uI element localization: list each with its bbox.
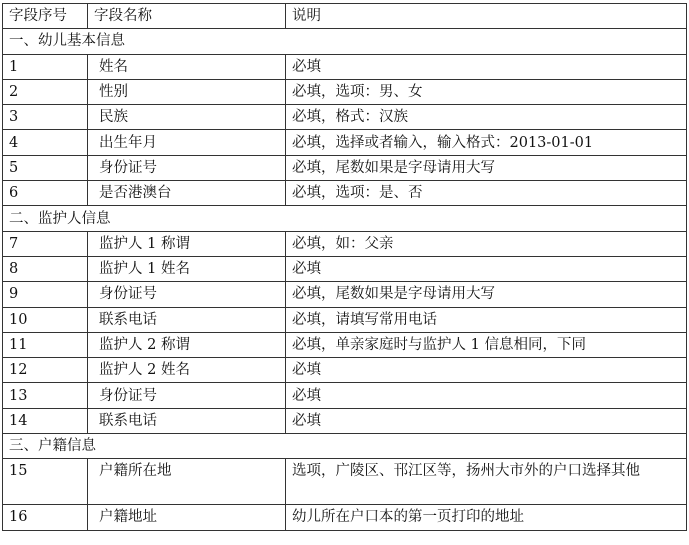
table-row bbox=[3, 105, 687, 130]
field-description: 必填，选择或者输入，输入格式：2013-01-01 bbox=[286, 130, 687, 155]
field-no: 5 bbox=[3, 155, 88, 180]
field-no: 2 bbox=[3, 79, 88, 104]
field-description: 必填，尾数如果是字母请用大写 bbox=[286, 282, 687, 307]
field-no: 1 bbox=[3, 54, 88, 79]
field-description: 必填，如：父亲 bbox=[286, 231, 687, 256]
table-row bbox=[3, 307, 687, 332]
field-description: 必填，选项：男、女 bbox=[286, 79, 687, 104]
field-no: 6 bbox=[3, 181, 88, 206]
section-title-guardian: 二、监护人信息 bbox=[3, 206, 687, 231]
header-field-name: 字段名称 bbox=[88, 4, 286, 29]
field-name: 联系电话 bbox=[88, 408, 286, 433]
field-no: 7 bbox=[3, 231, 88, 256]
field-description: 必填，格式：汉族 bbox=[286, 105, 687, 130]
field-name: 监护人 2 称谓 bbox=[88, 332, 286, 357]
section-row bbox=[3, 206, 687, 231]
field-name: 联系电话 bbox=[88, 307, 286, 332]
section-row bbox=[3, 29, 687, 54]
field-description: 必填，尾数如果是字母请用大写 bbox=[286, 155, 687, 180]
header-row bbox=[3, 4, 687, 29]
header-field-no: 字段序号 bbox=[3, 4, 88, 29]
table-row bbox=[3, 282, 687, 307]
field-no: 11 bbox=[3, 332, 88, 357]
field-no: 12 bbox=[3, 358, 88, 383]
table-row bbox=[3, 256, 687, 281]
field-description: 必填，请填写常用电话 bbox=[286, 307, 687, 332]
table-row bbox=[3, 79, 687, 104]
field-name: 身份证号 bbox=[88, 383, 286, 408]
field-name: 监护人 1 姓名 bbox=[88, 256, 286, 281]
field-name: 户籍地址 bbox=[88, 505, 286, 530]
field-no: 8 bbox=[3, 256, 88, 281]
header-description: 说明 bbox=[286, 4, 687, 29]
field-description: 必填 bbox=[286, 383, 687, 408]
field-description: 选项，广陵区、邗江区等，扬州大市外的户口选择其他 bbox=[286, 459, 687, 505]
field-no: 3 bbox=[3, 105, 88, 130]
field-name: 民族 bbox=[88, 105, 286, 130]
field-name: 是否港澳台 bbox=[88, 181, 286, 206]
table-row bbox=[3, 332, 687, 357]
table-row bbox=[3, 181, 687, 206]
table-row bbox=[3, 383, 687, 408]
field-name: 性别 bbox=[88, 79, 286, 104]
field-name: 出生年月 bbox=[88, 130, 286, 155]
field-description: 必填 bbox=[286, 256, 687, 281]
field-no: 16 bbox=[3, 505, 88, 530]
field-description: 必填 bbox=[286, 358, 687, 383]
field-name: 身份证号 bbox=[88, 155, 286, 180]
field-name: 户籍所在地 bbox=[88, 459, 286, 505]
section-row bbox=[3, 434, 687, 459]
field-no: 15 bbox=[3, 459, 88, 505]
field-description: 必填 bbox=[286, 408, 687, 433]
field-description: 幼儿所在户口本的第一页打印的地址 bbox=[286, 505, 687, 530]
table-row bbox=[3, 54, 687, 79]
table-row bbox=[3, 130, 687, 155]
field-no: 4 bbox=[3, 130, 88, 155]
table-row bbox=[3, 358, 687, 383]
table-row bbox=[3, 155, 687, 180]
field-no: 10 bbox=[3, 307, 88, 332]
section-title-basic: 一、幼儿基本信息 bbox=[3, 29, 687, 54]
field-name: 监护人 2 姓名 bbox=[88, 358, 286, 383]
table-row bbox=[3, 231, 687, 256]
field-description: 必填 bbox=[286, 54, 687, 79]
field-no: 9 bbox=[3, 282, 88, 307]
table-row bbox=[3, 408, 687, 433]
field-name: 监护人 1 称谓 bbox=[88, 231, 286, 256]
field-description: 必填，单亲家庭时与监护人 1 信息相同，下同 bbox=[286, 332, 687, 357]
field-name: 身份证号 bbox=[88, 282, 286, 307]
field-no: 13 bbox=[3, 383, 88, 408]
field-table bbox=[2, 3, 687, 531]
section-title-household: 三、户籍信息 bbox=[3, 434, 687, 459]
table-row bbox=[3, 459, 687, 505]
field-name: 姓名 bbox=[88, 54, 286, 79]
table-row bbox=[3, 505, 687, 530]
field-no: 14 bbox=[3, 408, 88, 433]
field-description: 必填，选项：是、否 bbox=[286, 181, 687, 206]
